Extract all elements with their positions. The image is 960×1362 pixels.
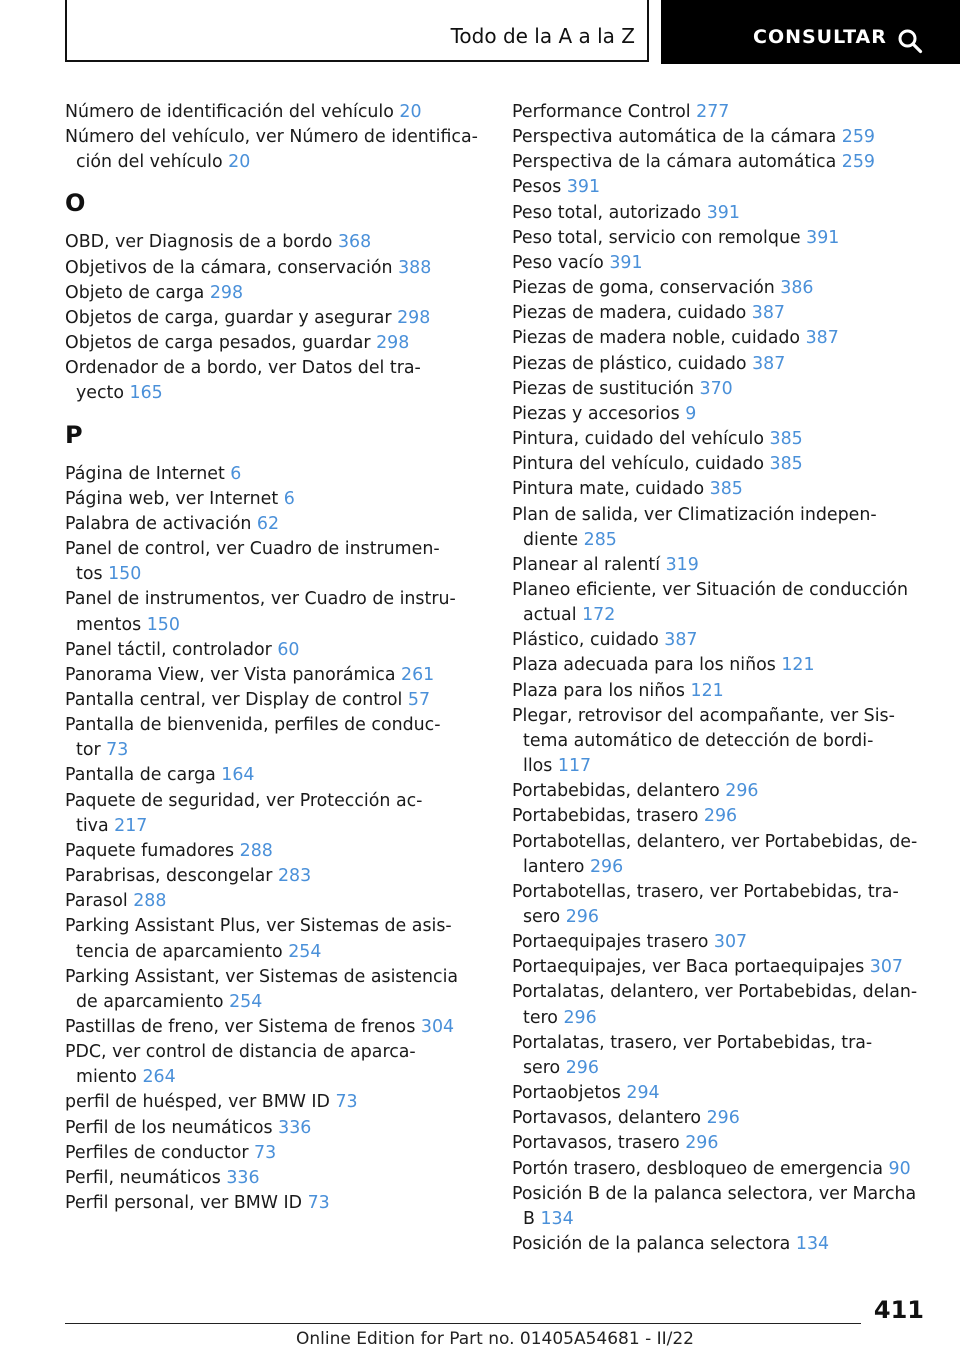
index-entry: [512, 1182, 937, 1232]
index-entry: [65, 1040, 485, 1090]
index-entry-text: Portabotellas, trasero, ver Portabebidas, tra‐: [512, 881, 899, 902]
index-entry-text: Plegar, retrovisor del acompañante, ver Sis‐: [512, 705, 895, 726]
index-letter-heading: O: [65, 189, 86, 218]
index-entry-text: sero: [523, 1057, 561, 1078]
page-reference-link[interactable]: 285: [583, 529, 617, 550]
index-entry-text: Portaequipajes, ver Baca portaequipajes: [512, 957, 865, 978]
index-entry-text: Posición B de la palanca selectora, ver Marcha: [512, 1183, 917, 1204]
index-entry-text: perfil de huésped, ver BMW ID: [65, 1092, 330, 1113]
page-reference-link[interactable]: 20: [399, 102, 422, 122]
index-entry: [65, 864, 485, 889]
index-entry: [65, 1166, 485, 1191]
page-reference-link[interactable]: 304: [420, 1017, 455, 1037]
index-entry: [65, 230, 485, 255]
index-entry: [65, 256, 485, 281]
page-reference-link[interactable]: 150: [108, 564, 142, 585]
page-reference-link[interactable]: 254: [229, 991, 263, 1012]
index-entry: [512, 1157, 937, 1182]
index-entry-text: Portalatas, trasero, ver Portabebidas, tra‐: [512, 1032, 873, 1053]
page-reference-link[interactable]: 62: [256, 513, 280, 534]
index-entry-text: Plan de salida, ver Climatización indepen‐: [512, 504, 877, 525]
page-reference-link[interactable]: 6: [283, 488, 295, 509]
index-entry-text: diente: [523, 529, 579, 550]
index-entry-text: Pastillas de freno, ver Sistema de frenos: [65, 1017, 416, 1037]
index-entry-text: tero: [523, 1007, 558, 1028]
index-entry: [512, 1031, 937, 1081]
index-entry-text: Piezas de plástico, cuidado: [512, 353, 747, 374]
index-column-right: [512, 100, 937, 1257]
page-reference-link[interactable]: 336: [278, 1117, 312, 1138]
page-reference-link[interactable]: 296: [706, 1108, 740, 1129]
index-entry-text: Parasol: [65, 891, 128, 912]
index-entry: [65, 663, 485, 688]
index-entry: [65, 965, 485, 1015]
index-entry: [512, 326, 937, 351]
index-entry: [65, 688, 485, 713]
page-reference-link[interactable]: 288: [133, 891, 167, 912]
index-entry: [65, 763, 485, 788]
page-reference-link[interactable]: 134: [540, 1208, 574, 1229]
page-reference-link[interactable]: 307: [869, 957, 903, 978]
index-entry-text: Panel táctil, controlador: [65, 639, 272, 660]
index-entry: [512, 276, 937, 301]
index-entry-text: tos: [76, 564, 103, 585]
page-reference-link[interactable]: 288: [239, 840, 273, 861]
index-entry-text: Perfil de los neumáticos: [65, 1117, 273, 1138]
page-reference-link[interactable]: 60: [277, 639, 300, 660]
index-entry-text: Perfil personal, ver BMW ID: [65, 1193, 303, 1214]
index-entry: [65, 306, 485, 331]
page-reference-link[interactable]: 73: [106, 740, 129, 761]
index-entry-text: Planeo eficiente, ver Situación de conducción: [512, 579, 908, 600]
index-entry-text: Pintura del vehículo, cuidado: [512, 454, 764, 475]
index-entry-text: Portabotellas, delantero, ver Portabebidas, de‐: [512, 831, 918, 852]
page-reference-link[interactable]: 386: [780, 278, 814, 299]
page-reference-link[interactable]: 387: [751, 303, 785, 324]
index-entry: [65, 100, 485, 125]
index-entry-text: Parking Assistant, ver Sistemas de asistencia: [65, 966, 459, 987]
page-reference-link[interactable]: 296: [565, 1057, 599, 1078]
index-entry: [512, 1232, 937, 1257]
edition-note: Online Edition for Part no. 01405A54681 - II/22: [295, 1329, 694, 1349]
page-reference-link[interactable]: 172: [582, 605, 616, 626]
page-reference-link[interactable]: 165: [129, 383, 163, 404]
page-reference-link[interactable]: 385: [769, 454, 803, 475]
index-entry-text: Página de Internet: [65, 463, 225, 484]
index-entry-text: tor: [76, 740, 101, 761]
index-entry-text: Portabebidas, trasero: [512, 806, 699, 827]
index-entry-text: Pesos: [512, 177, 562, 198]
page-reference-link[interactable]: 261: [401, 664, 435, 685]
index-entry-text: sero: [523, 907, 561, 927]
index-entry-text: Posición de la palanca selectora: [512, 1234, 791, 1255]
page-reference-link[interactable]: 296: [563, 1007, 597, 1028]
page-reference-link[interactable]: 57: [407, 689, 431, 710]
page-reference-link[interactable]: 121: [781, 655, 815, 676]
index-entry: [512, 578, 937, 628]
index-entry: [512, 628, 937, 653]
index-entry: [65, 638, 485, 663]
index-entry: [512, 201, 937, 226]
index-entry: [512, 150, 937, 175]
index-entry-text: Plástico, cuidado: [512, 630, 659, 651]
index-entry-text: Paquete de seguridad, ver Protección ac‐: [65, 790, 423, 811]
index-entry: [65, 1116, 485, 1141]
index-entry: [512, 503, 937, 553]
index-entry-text: Performance Control: [512, 102, 691, 122]
index-entry-text: Portón trasero, desbloqueo de emergencia: [512, 1158, 884, 1179]
index-entry-text: Peso vacío: [512, 252, 604, 273]
page-reference-link[interactable]: 150: [146, 614, 180, 635]
index-entry-text: Portabebidas, delantero: [512, 781, 720, 802]
index-entry-text: Perfil, neumáticos: [65, 1167, 221, 1188]
index-entry-text: Portavasos, delantero: [512, 1108, 702, 1129]
index-entry: [512, 377, 937, 402]
index-entry-text: Objeto de carga: [65, 282, 205, 303]
page-reference-link[interactable]: 73: [307, 1193, 330, 1214]
index-entry: [65, 281, 485, 306]
footer-divider: [65, 1323, 861, 1324]
index-entry-text: Objetos de carga pesados, guardar: [65, 333, 371, 354]
index-entry: [512, 955, 937, 980]
page-reference-link[interactable]: 90: [888, 1158, 911, 1179]
index-entry-text: Pantalla de bienvenida, perfiles de conduc‐: [65, 715, 441, 736]
index-entry-text: Objetos de carga, guardar y asegurar: [65, 307, 392, 328]
page-reference-link[interactable]: 336: [226, 1167, 260, 1188]
index-entry-text: tencia de aparcamiento: [76, 941, 283, 962]
page-reference-link[interactable]: 164: [221, 765, 255, 786]
page-reference-link[interactable]: 298: [209, 282, 244, 303]
index-entry-text: Peso total, autorizado: [512, 202, 702, 223]
index-entry: [512, 301, 937, 326]
index-entry-text: llos: [523, 756, 553, 777]
index-entry: [512, 704, 937, 779]
index-entry-text: lantero: [523, 856, 585, 877]
index-entry-text: PDC, ver control de distancia de aparca‐: [65, 1042, 416, 1063]
page-reference-link[interactable]: 387: [805, 328, 839, 349]
page-reference-link[interactable]: 370: [699, 378, 733, 399]
index-entry-text: Plaza para los niños: [512, 680, 685, 701]
page-reference-link[interactable]: 296: [703, 806, 738, 827]
tab-consult[interactable]: [661, 0, 960, 64]
page-reference-link[interactable]: 296: [565, 907, 599, 927]
index-entry-text: ción del vehículo: [76, 152, 223, 173]
page-reference-link[interactable]: 385: [709, 479, 743, 500]
index-entry-text: Perspectiva automática de la cámara: [512, 127, 837, 148]
page-reference-link[interactable]: 6: [230, 463, 242, 484]
index-entry-text: Panel de instrumentos, ver Cuadro de instru‐: [65, 589, 456, 610]
tab-consult-label: CONSULTAR: [753, 26, 887, 48]
page-reference-link[interactable]: 283: [277, 866, 312, 887]
page-reference-link[interactable]: 296: [589, 856, 624, 877]
index-entry-text: Portavasos, trasero: [512, 1133, 680, 1154]
index-entry: [65, 512, 485, 537]
page-reference-link[interactable]: 319: [665, 554, 699, 575]
index-entry-text: Parking Assistant Plus, ver Sistemas de asis‐: [65, 916, 452, 937]
index-entry-text: Perspectiva de la cámara automática: [512, 152, 837, 173]
index-entry: [65, 1015, 485, 1040]
index-entry-text: yecto: [76, 383, 125, 404]
page-reference-link[interactable]: 9: [685, 403, 697, 424]
page-reference-link[interactable]: 391: [806, 227, 840, 248]
index-entry: [65, 537, 485, 587]
page-reference-link[interactable]: 391: [566, 177, 601, 198]
index-entry-text: actual: [523, 605, 577, 626]
index-entry: [512, 779, 937, 804]
page-reference-link[interactable]: 385: [769, 429, 803, 450]
index-entry-text: Número de identificación del vehículo: [65, 102, 394, 122]
index-entry: [512, 251, 937, 276]
page-number: 411: [873, 1296, 924, 1324]
page-reference-link[interactable]: 121: [690, 680, 724, 701]
page-reference-link[interactable]: 296: [685, 1133, 719, 1154]
page-reference-link[interactable]: 294: [626, 1083, 660, 1104]
page-reference-link[interactable]: 368: [337, 232, 372, 253]
page-reference-link[interactable]: 73: [335, 1092, 358, 1113]
index-entry: [512, 352, 937, 377]
index-entry-text: miento: [76, 1067, 137, 1088]
index-entry: [65, 487, 485, 512]
index-column-left: [65, 100, 485, 1216]
page-reference-link[interactable]: 388: [398, 257, 432, 278]
index-entry-text: Portalatas, delantero, ver Portabebidas, delan‐: [512, 982, 918, 1003]
index-entry-text: Planear al ralentí: [512, 554, 661, 575]
index-entry-text: Piezas de madera noble, cuidado: [512, 328, 801, 349]
index-entry: [512, 402, 937, 427]
index-entry: [65, 889, 485, 914]
index-entry: [512, 804, 937, 829]
index-entry-text: OBD, ver Diagnosis de a bordo: [65, 232, 333, 253]
index-entry-text: Página web, ver Internet: [65, 488, 279, 509]
page-reference-link[interactable]: 73: [254, 1142, 277, 1163]
index-entry-text: Pintura mate, cuidado: [512, 479, 705, 500]
index-entry: [512, 452, 937, 477]
page-reference-link[interactable]: 296: [725, 781, 759, 802]
index-entry: [65, 331, 485, 356]
index-entry-text: Perfiles de conductor: [65, 1142, 249, 1163]
tab-a-to-z-label: Todo de la A a la Z: [450, 24, 635, 48]
index-entry: [512, 226, 937, 251]
index-entry: [512, 679, 937, 704]
page-reference-link[interactable]: 298: [397, 307, 431, 328]
index-entry: [512, 427, 937, 452]
page-reference-link[interactable]: 298: [376, 333, 410, 354]
page-reference-link[interactable]: 259: [841, 152, 875, 173]
index-entry: [65, 356, 485, 406]
index-entry: [512, 477, 937, 502]
page-reference-link[interactable]: 387: [752, 353, 786, 374]
index-entry-text: Palabra de activación: [65, 513, 252, 534]
index-entry: [512, 125, 937, 150]
index-entry: [512, 930, 937, 955]
index-entry-text: Piezas de madera, cuidado: [512, 303, 747, 324]
index-entry: [65, 587, 485, 637]
page-reference-link[interactable]: 391: [609, 252, 643, 273]
index-entry-text: Piezas y accesorios: [512, 403, 680, 424]
page-reference-link[interactable]: 307: [713, 932, 748, 953]
tab-a-to-z[interactable]: [65, 0, 649, 62]
index-entry: [65, 125, 485, 175]
index-entry: [512, 830, 937, 880]
index-entry: [512, 1131, 937, 1156]
index-entry-text: Piezas de sustitución: [512, 378, 694, 399]
index-entry: [65, 914, 485, 964]
index-entry: [65, 462, 485, 487]
index-entry-text: Plaza adecuada para los niños: [512, 655, 776, 676]
index-entry-text: Número del vehículo, ver Número de identifica‐: [65, 127, 478, 148]
index-entry-text: Panorama View, ver Vista panorámica: [65, 664, 396, 685]
index-entry-text: tema automático de detección de bordi‐: [523, 730, 874, 751]
page-reference-link[interactable]: 391: [706, 202, 740, 223]
index-entry-text: Portaequipajes trasero: [512, 932, 709, 953]
index-entry: [512, 980, 937, 1030]
index-entry-text: de aparcamiento: [76, 991, 224, 1012]
index-entry-text: Ordenador de a bordo, ver Datos del tra‐: [65, 358, 421, 379]
index-entry: [65, 1141, 485, 1166]
index-entry: [65, 713, 485, 763]
index-entry: [512, 653, 937, 678]
index-letter-heading: P: [65, 420, 83, 449]
index-entry-text: Portaobjetos: [512, 1083, 621, 1104]
index-entry-text: Panel de control, ver Cuadro de instrumen‐: [65, 539, 440, 560]
page-reference-link[interactable]: 217: [114, 815, 148, 836]
index-entry: [65, 839, 485, 864]
page-reference-link[interactable]: 277: [696, 102, 730, 122]
index-entry: [512, 1081, 937, 1106]
index-entry: [65, 1191, 485, 1216]
index-entry-text: Peso total, servicio con remolque: [512, 227, 801, 248]
index-entry: [512, 553, 937, 578]
index-entry-text: Pantalla central, ver Display de control: [65, 689, 403, 710]
index-entry: [512, 100, 937, 125]
top-navigation: [65, 0, 960, 64]
index-entry-text: Parabrisas, descongelar: [65, 866, 273, 887]
index-entry-text: B: [523, 1208, 535, 1229]
index-entry-text: Objetivos de la cámara, conservación: [65, 257, 393, 278]
index-entry-text: tiva: [76, 815, 109, 836]
index-entry: [512, 175, 937, 200]
page-reference-link[interactable]: 117: [557, 756, 592, 777]
index-entry: [65, 789, 485, 839]
index-entry: [65, 1090, 485, 1115]
index-entry-text: Pintura, cuidado del vehículo: [512, 429, 764, 450]
index-entry-text: Pantalla de carga: [65, 765, 216, 786]
page-reference-link[interactable]: 134: [795, 1234, 830, 1255]
index-entry: [512, 880, 937, 930]
page-reference-link[interactable]: 254: [288, 941, 322, 962]
page-reference-link[interactable]: 20: [228, 152, 251, 173]
index-entry: [512, 1106, 937, 1131]
index-entry-text: mentos: [76, 614, 142, 635]
index-entry-text: Piezas de goma, conservación: [512, 278, 775, 299]
index-entry-text: Paquete fumadores: [65, 840, 235, 861]
page-reference-link[interactable]: 259: [841, 127, 875, 148]
search-icon: [897, 28, 923, 54]
page-reference-link[interactable]: 264: [142, 1067, 176, 1088]
page-reference-link[interactable]: 387: [664, 630, 698, 651]
